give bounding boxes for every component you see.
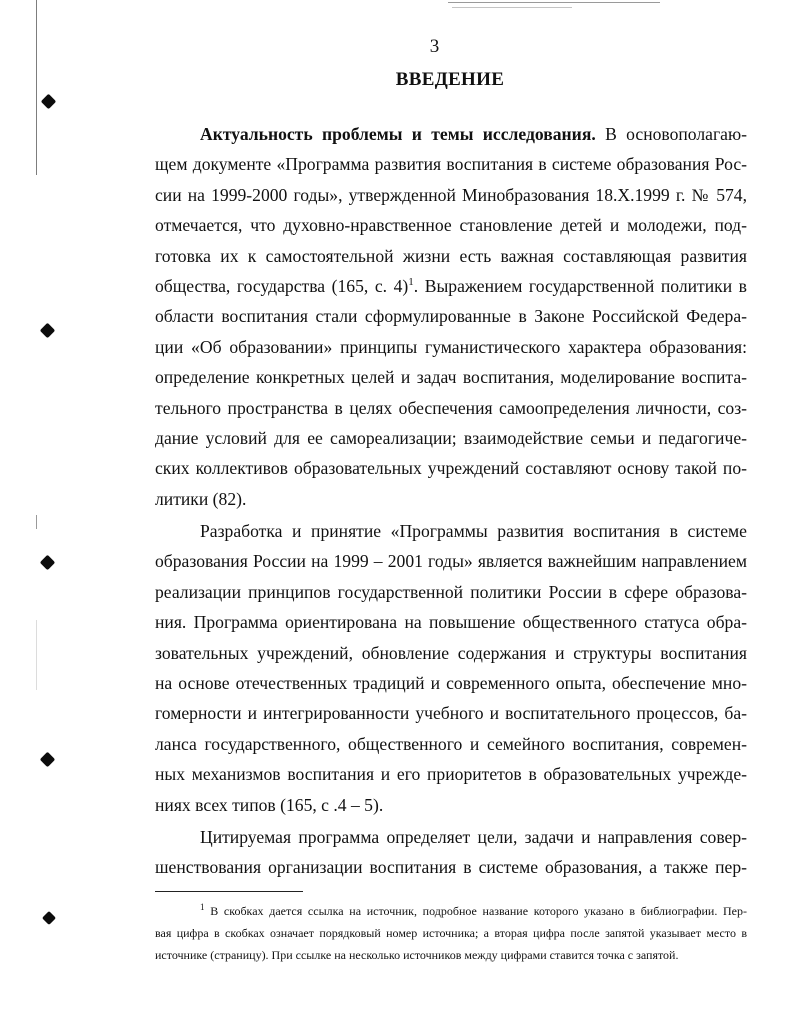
section-heading-inline: Актуальность проблемы и темы исследования.	[200, 124, 596, 144]
scan-margin-line	[36, 0, 37, 175]
text-line: щем документе «Программа развития воспитания в системе образования Рос-	[155, 154, 747, 175]
text-line: ланса государственного, общественного и семейного воспитания, современ-	[155, 733, 747, 754]
scan-top-rule	[452, 7, 572, 8]
text-line: Разработка и принятие «Программы развития воспитания в системе	[200, 521, 747, 542]
text-line: Цитируемая программа определяет цели, задачи и направления совер-	[200, 826, 747, 847]
text-line: шенствования организации воспитания в системе образования, а также пер-	[155, 857, 747, 878]
page-number: 3	[429, 36, 440, 57]
scan-margin-mark	[36, 515, 37, 529]
text-line: готовка их к самостоятельной жизни есть важная составляющая развития	[155, 245, 747, 266]
text-line: Актуальность проблемы и темы исследования. В основополагаю-	[200, 124, 747, 144]
body-text	[155, 119, 747, 883]
binding-hole-mark	[40, 323, 56, 339]
chapter-title: ВВЕДЕНИЕ	[395, 69, 505, 90]
scan-margin-mark	[36, 620, 37, 690]
scan-top-rule	[448, 2, 660, 3]
text-line: определение конкретных целей и задач воспитания, моделирование воспита-	[155, 367, 747, 388]
text-line: ных механизмов воспитания и его приоритетов в образовательных учрежде-	[155, 764, 747, 785]
text-line: области воспитания стали сформулированные в Законе Российской Федера-	[155, 306, 747, 327]
binding-hole-mark	[40, 555, 56, 571]
text-line: ских коллективов образовательных учреждений составляют основу такой по-	[155, 458, 747, 479]
footnote-line: $^1$ В скобках дается ссылка на источник, подробное название которого указано в библиографии. Пер-	[200, 902, 747, 918]
footnote-line: источнике (страницу). При ссылке на несколько источников между цифрами ставится точка с запятой.	[155, 948, 679, 962]
footnote-reference[interactable]: 1	[408, 275, 414, 288]
text-line: гомерности и интегрированности учебного и воспитательного процессов, ба-	[155, 703, 747, 724]
footnote-separator	[155, 891, 303, 892]
text-line: отмечается, что духовно-нравственное становление детей и молодежи, под-	[155, 215, 747, 236]
text-line: тельного пространства в целях обеспечения самоопределения личности, соз-	[155, 397, 747, 418]
binding-hole-mark	[41, 94, 57, 110]
text-line: ции «Об образовании» принципы гуманистического характера образования:	[155, 336, 747, 357]
footnote-marker: 1	[200, 902, 205, 912]
text-line: ниях всех типов (165, с .4 – 5).	[155, 794, 384, 815]
binding-hole-mark	[42, 911, 56, 925]
binding-hole-mark	[40, 752, 56, 768]
paragraph	[155, 822, 747, 883]
text-line: образования России на 1999 – 2001 годы» является важнейшим направлением	[155, 551, 747, 572]
text-line: реализации принципов государственной политики России в сфере образова-	[155, 581, 747, 602]
text-line: ния. Программа ориентирована на повышение общественного статуса обра-	[155, 612, 747, 633]
paragraph	[155, 516, 747, 820]
text-line: дание условий для ее самореализации; взаимодействие семьи и педагогиче-	[155, 427, 747, 448]
text-line: зовательных учреждений, обновление содержания и структуры воспитания	[155, 642, 747, 663]
text-line: общества, государства (165, с. 4)$^1$. Выражением государственной политики в	[155, 275, 747, 296]
text-line: на основе отечественных традиций и современного опыта, обеспечение мно-	[155, 673, 747, 694]
text-line: литики (82).	[155, 488, 247, 509]
paragraph	[155, 119, 747, 514]
footnote	[155, 900, 747, 966]
text-line: сии на 1999-2000 годы», утвержденной Минобразования 18.Х.1999 г. № 574,	[155, 184, 747, 205]
footnote-line: вая цифра в скобках означает порядковый номер источника; а вторая цифра после запятой указывает место в	[155, 926, 747, 940]
